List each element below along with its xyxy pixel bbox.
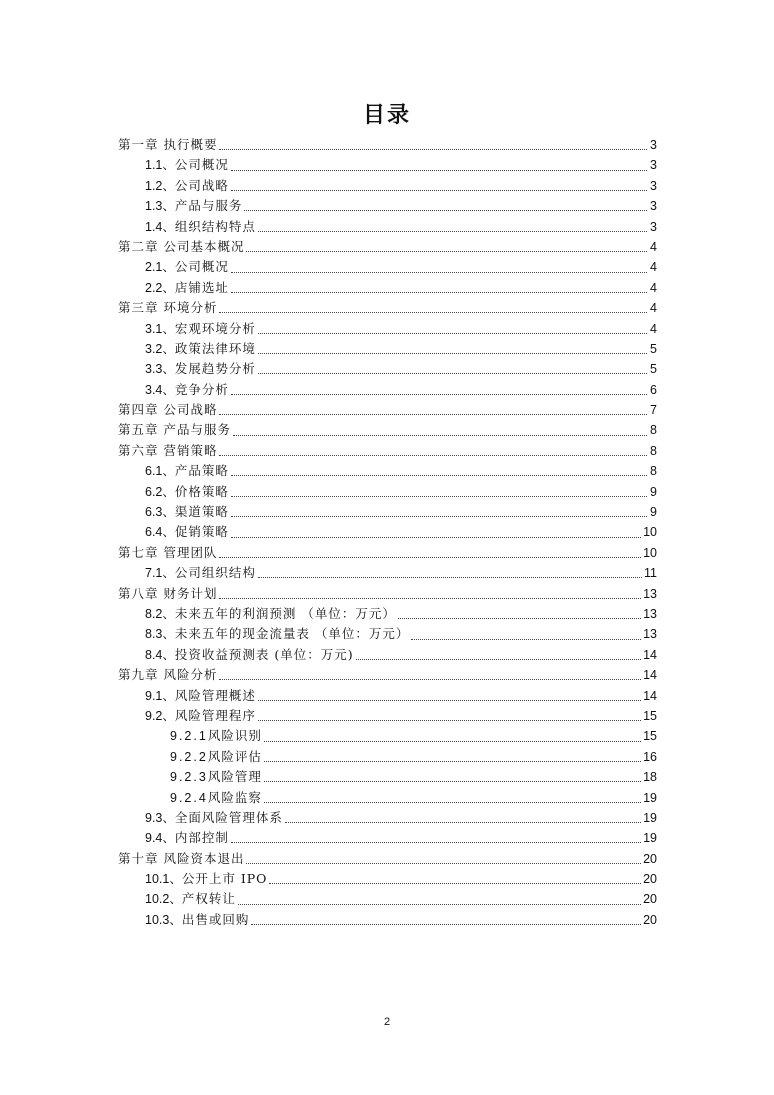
toc-entry-number: 3.4、 [145, 382, 175, 397]
toc-entry-number: 9.2.1 [170, 729, 208, 744]
toc-entry-title: 第一章 执行概要 [118, 137, 218, 152]
toc-dot-leader [231, 169, 647, 171]
toc-entry-page-number: 20 [643, 912, 657, 927]
toc-entry[interactable] [118, 849, 657, 869]
toc-entry[interactable] [118, 910, 657, 930]
toc-entry-page-number: 13 [643, 627, 657, 642]
toc-entry-title: 公司概况 [174, 157, 229, 173]
toc-entry[interactable] [118, 645, 657, 665]
toc-entry-title: 店铺选址 [174, 279, 229, 295]
toc-entry-number: 3.3、 [145, 362, 175, 377]
toc-entry[interactable] [118, 869, 657, 889]
toc-entry-page-number: 15 [643, 729, 657, 744]
toc-entry-page-number: 19 [643, 790, 657, 805]
toc-dot-leader [264, 801, 641, 803]
toc-entry-number: 2.2、 [145, 280, 175, 295]
toc-entry-title: 第五章 产品与服务 [118, 422, 231, 438]
toc-entry[interactable] [118, 828, 657, 848]
toc-entry-page-number: 3 [650, 219, 657, 234]
toc-entry[interactable] [118, 706, 657, 726]
toc-entry-title: 风险识别 [207, 728, 262, 744]
toc-dot-leader [411, 638, 641, 640]
toc-dot-leader [219, 597, 641, 599]
toc-entry[interactable] [118, 686, 657, 706]
toc-entry[interactable] [118, 298, 657, 318]
toc-entry-page-number: 5 [650, 362, 657, 377]
toc-dot-leader [246, 250, 647, 252]
toc-entry-title: 价格策略 [174, 483, 229, 499]
toc-entry-page-number: 4 [650, 301, 657, 316]
toc-entry-page-number: 8 [650, 443, 657, 458]
toc-entry[interactable] [118, 196, 657, 216]
toc-entry[interactable] [118, 604, 657, 624]
toc-entry[interactable] [118, 155, 657, 175]
toc-entry-title: 风险管理程序 [174, 707, 256, 723]
toc-entry-page-number: 4 [650, 260, 657, 275]
toc-entry-title: 产品策略 [174, 463, 229, 479]
toc-entry-title: 未来五年的利润预测 （单位：万元） [174, 605, 396, 621]
toc-entry-title: 第九章 风险分析 [118, 667, 218, 683]
toc-dot-leader [233, 434, 647, 436]
toc-dot-leader [264, 780, 641, 782]
toc-entry-title: 渠道策略 [174, 504, 229, 520]
table-of-contents [118, 135, 657, 930]
toc-entry-title: 政策法律环境 [174, 340, 256, 356]
toc-entry[interactable] [118, 747, 657, 767]
toc-dot-leader [231, 474, 647, 476]
toc-dot-leader [258, 699, 641, 701]
toc-entry-page-number: 20 [643, 872, 657, 887]
toc-entry[interactable] [118, 665, 657, 685]
toc-entry-page-number: 15 [643, 708, 657, 723]
toc-entry-page-number: 10 [643, 525, 657, 540]
toc-entry[interactable] [118, 278, 657, 298]
toc-entry-title: 公司战略 [174, 177, 229, 193]
toc-dot-leader [231, 271, 647, 273]
toc-entry[interactable] [118, 522, 657, 542]
toc-dot-leader [258, 576, 642, 578]
toc-entry-title: 公司概况 [174, 259, 229, 275]
page-title: 目录 [362, 103, 411, 128]
toc-entry-number: 3.1、 [145, 321, 175, 336]
toc-entry-title: 产权转让 [181, 891, 236, 907]
toc-dot-leader [269, 882, 641, 884]
toc-entry-title: 风险管理概述 [174, 687, 256, 703]
toc-entry-page-number: 9 [650, 505, 657, 520]
toc-entry-title: 公司组织结构 [174, 565, 256, 581]
toc-entry-page-number: 8 [650, 464, 657, 479]
toc-dot-leader [258, 352, 647, 354]
toc-entry-number: 3.2、 [145, 341, 175, 356]
toc-dot-leader [285, 821, 641, 823]
toc-entry[interactable] [118, 563, 657, 583]
toc-dot-leader [231, 393, 647, 395]
toc-dot-leader [231, 841, 641, 843]
page-number: 2 [383, 1016, 391, 1028]
toc-dot-leader [219, 148, 647, 150]
toc-entry[interactable] [118, 767, 657, 787]
toc-entry-title: 发展趋势分析 [174, 361, 256, 377]
toc-dot-leader [231, 495, 647, 497]
toc-dot-leader [264, 760, 641, 762]
toc-entry-number: 8.4、 [145, 647, 175, 662]
toc-entry[interactable] [118, 237, 657, 257]
toc-dot-leader [231, 536, 641, 538]
toc-entry-page-number: 19 [643, 831, 657, 846]
toc-entry-title: 未来五年的现金流量表 （单位：万元） [174, 626, 410, 642]
toc-entry-number: 6.1、 [145, 464, 175, 479]
toc-dot-leader [219, 556, 641, 558]
toc-dot-leader [258, 230, 647, 232]
toc-entry-title: 出售或回购 [181, 911, 250, 927]
toc-entry[interactable] [118, 624, 657, 644]
toc-entry-page-number: 7 [650, 403, 657, 418]
toc-entry-number: 8.2、 [145, 606, 175, 621]
toc-entry-page-number: 13 [643, 586, 657, 601]
toc-entry-page-number: 14 [643, 668, 657, 683]
toc-entry-title: 产品与服务 [174, 198, 243, 214]
toc-entry-page-number: 20 [643, 892, 657, 907]
toc-entry[interactable] [118, 359, 657, 379]
toc-entry[interactable] [118, 420, 657, 440]
toc-entry[interactable] [118, 176, 657, 196]
toc-entry-title: 风险评估 [207, 748, 262, 764]
toc-entry-title: 第七章 管理团队 [118, 544, 218, 560]
toc-entry[interactable] [118, 400, 657, 420]
toc-entry[interactable] [118, 217, 657, 237]
toc-entry-page-number: 14 [643, 688, 657, 703]
toc-entry-page-number: 11 [644, 566, 657, 581]
toc-dot-leader [231, 515, 647, 517]
toc-entry[interactable] [118, 502, 657, 522]
toc-entry-page-number: 4 [650, 321, 657, 336]
toc-entry[interactable] [118, 135, 657, 155]
toc-entry-title: 公开上市 IPO [181, 871, 268, 887]
toc-entry-title: 第六章 营销策略 [118, 442, 218, 458]
toc-dot-leader [238, 903, 641, 905]
toc-entry-title: 全面风险管理体系 [174, 809, 283, 825]
toc-entry-title: 第八章 财务计划 [118, 585, 218, 601]
toc-entry-number: 1.1、 [145, 158, 175, 173]
toc-entry-page-number: 19 [643, 810, 657, 825]
toc-entry-title: 第三章 环境分析 [118, 300, 218, 316]
toc-entry[interactable] [118, 441, 657, 461]
toc-entry[interactable] [118, 584, 657, 604]
toc-dot-leader [258, 719, 641, 721]
toc-dot-leader [258, 372, 647, 374]
toc-entry-page-number: 16 [643, 749, 657, 764]
toc-entry-page-number: 18 [643, 770, 657, 785]
toc-entry-number: 1.3、 [145, 199, 175, 214]
toc-dot-leader [219, 454, 647, 456]
toc-entry-page-number: 3 [650, 158, 657, 173]
toc-entry-page-number: 10 [643, 545, 657, 560]
toc-entry-number: 9.1、 [145, 688, 175, 703]
toc-entry-title: 宏观环境分析 [174, 320, 256, 336]
toc-entry[interactable] [118, 380, 657, 400]
toc-entry[interactable] [118, 339, 657, 359]
toc-entry[interactable] [118, 461, 657, 481]
toc-entry-page-number: 3 [650, 178, 657, 193]
toc-entry-page-number: 6 [650, 382, 657, 397]
toc-dot-leader [246, 862, 641, 864]
toc-entry-number: 9.2、 [145, 708, 175, 723]
toc-entry-number: 10.1、 [145, 872, 182, 887]
toc-entry-number: 2.1、 [145, 260, 175, 275]
toc-dot-leader [258, 332, 647, 334]
toc-entry-page-number: 8 [650, 423, 657, 438]
toc-entry-page-number: 9 [650, 484, 657, 499]
toc-entry[interactable] [118, 726, 657, 746]
toc-entry-title: 内部控制 [174, 830, 229, 846]
toc-entry-page-number: 3 [650, 138, 657, 152]
toc-entry-page-number: 4 [650, 239, 657, 254]
toc-entry-number: 6.2、 [145, 484, 175, 499]
toc-entry[interactable] [118, 257, 657, 277]
toc-entry-title: 组织结构特点 [174, 218, 256, 234]
toc-entry-title: 第四章 公司战略 [118, 402, 218, 418]
toc-dot-leader [264, 740, 641, 742]
toc-entry[interactable] [118, 482, 657, 502]
toc-entry-title: 促销策略 [174, 524, 229, 540]
toc-entry[interactable] [118, 788, 657, 808]
toc-entry-number: 9.4、 [145, 831, 175, 846]
toc-dot-leader [251, 923, 641, 925]
toc-dot-leader [231, 291, 647, 293]
toc-entry-page-number: 3 [650, 199, 657, 214]
toc-entry-number: 6.3、 [145, 505, 175, 520]
toc-entry[interactable] [118, 889, 657, 909]
toc-entry-page-number: 13 [643, 606, 657, 621]
toc-entry-title: 风险监察 [207, 789, 262, 805]
toc-entry[interactable] [118, 319, 657, 339]
toc-entry[interactable] [118, 543, 657, 563]
toc-entry-title: 第十章 风险资本退出 [118, 850, 245, 866]
toc-entry-number: 6.4、 [145, 525, 175, 540]
toc-dot-leader [219, 413, 647, 415]
toc-entry-number: 9.2.3 [170, 770, 208, 785]
toc-entry-number: 1.4、 [145, 219, 175, 234]
toc-entry-title: 竞争分析 [174, 381, 229, 397]
toc-entry-number: 8.3、 [145, 627, 175, 642]
toc-entry[interactable] [118, 808, 657, 828]
toc-entry-number: 10.2、 [145, 892, 182, 907]
toc-entry-page-number: 4 [650, 280, 657, 295]
toc-entry-number: 1.2、 [145, 178, 175, 193]
toc-dot-leader [219, 678, 641, 680]
toc-entry-page-number: 20 [643, 851, 657, 866]
toc-entry-number: 9.2.4 [170, 790, 208, 805]
toc-entry-number: 9.3、 [145, 810, 175, 825]
toc-entry-number: 9.2.2 [170, 749, 208, 764]
toc-dot-leader [244, 209, 647, 211]
toc-entry-page-number: 14 [643, 647, 657, 662]
toc-dot-leader [231, 189, 647, 191]
toc-dot-leader [398, 617, 641, 619]
toc-entry-number: 10.3、 [145, 912, 182, 927]
toc-entry-page-number: 5 [650, 341, 657, 356]
toc-entry-number: 7.1、 [145, 566, 175, 581]
toc-entry-title: 投资收益预测表 (单位：万元) [174, 646, 354, 662]
toc-entry-title: 风险管理 [207, 769, 262, 785]
toc-entry-title: 第二章 公司基本概况 [118, 238, 245, 254]
toc-dot-leader [356, 658, 641, 660]
toc-dot-leader [219, 311, 647, 313]
